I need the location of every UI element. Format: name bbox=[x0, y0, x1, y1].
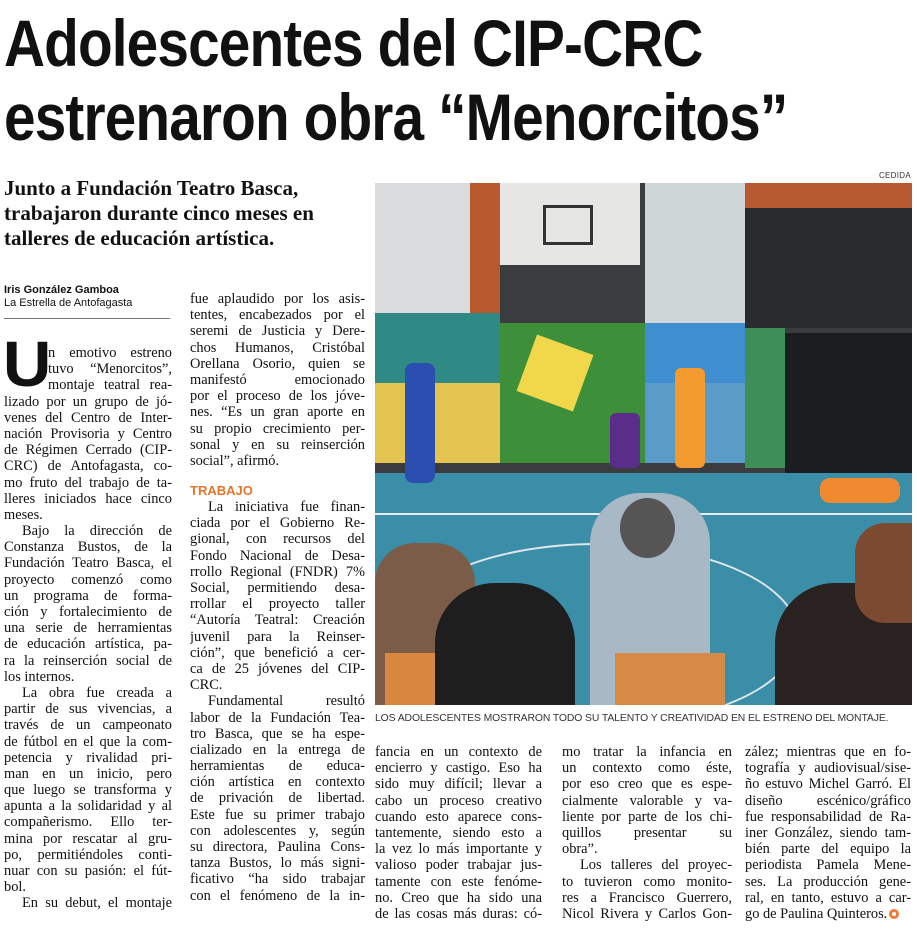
line-text: Fondo Nacional de Desa- bbox=[190, 547, 365, 564]
line-text: con adolescentes y, según bbox=[190, 822, 365, 839]
article-column-5 bbox=[745, 744, 911, 922]
line-text: tuvo “Menorcitos”, bbox=[48, 361, 172, 378]
article-text-line bbox=[190, 790, 365, 806]
outlet-name: La Estrella de Antofagasta bbox=[4, 297, 133, 309]
photo-caption: LOS ADOLESCENTES MOSTRARON TODO SU TALENTO Y CREATIVIDAD EN EL ESTRENO DEL MONTAJE. bbox=[375, 713, 889, 724]
byline bbox=[4, 284, 170, 310]
line-text: cializado en la entrega de bbox=[190, 741, 365, 758]
article-text-line bbox=[190, 855, 365, 871]
line-text: por eso creo que es espe- bbox=[562, 776, 732, 793]
headline-line-1: Adolescentes del CIP-CRC bbox=[4, 6, 703, 80]
article-text-line bbox=[190, 515, 365, 531]
article-text-line bbox=[4, 734, 172, 750]
line-text: la vez lo más importante y bbox=[375, 841, 542, 858]
line-text: nes. “Es un gran aporte en bbox=[190, 404, 365, 421]
article-text-line bbox=[190, 499, 365, 515]
article-column-2 bbox=[190, 291, 365, 904]
article-text-line bbox=[190, 548, 365, 564]
headline-line-2: estrenaron obra “Menorcitos” bbox=[4, 80, 788, 154]
line-text: nación Provisoria y Centro bbox=[4, 425, 172, 442]
line-text: Social, permitiendo desa- bbox=[190, 580, 365, 596]
article-text-line bbox=[4, 361, 172, 377]
article-photo bbox=[375, 183, 912, 705]
line-text: quillos presentar su bbox=[562, 824, 732, 841]
line-text: ficativo “ha sido trabajar bbox=[190, 871, 365, 888]
line-text: tentes, encabezados por el bbox=[190, 307, 365, 324]
article-text-line bbox=[190, 323, 365, 339]
article-text-line bbox=[190, 437, 365, 453]
article-text-line bbox=[745, 906, 911, 922]
line-text: juvenil para la Reinser- bbox=[190, 628, 365, 645]
article-text-line bbox=[190, 388, 365, 404]
article-column-4 bbox=[562, 744, 732, 922]
line-text: La iniciativa fue finan- bbox=[208, 499, 365, 516]
article-text-line bbox=[190, 839, 365, 855]
line-text: go de Paulina Quinteros. bbox=[745, 905, 888, 922]
line-text: fancia en un contexto de bbox=[375, 744, 542, 760]
article-text-line bbox=[4, 523, 172, 539]
article-text-line bbox=[190, 823, 365, 839]
line-text: Bajo la dirección de bbox=[22, 523, 172, 540]
article-text-line bbox=[745, 809, 911, 825]
article-text-line bbox=[190, 661, 365, 677]
line-text: ses. La producción gene- bbox=[745, 873, 911, 890]
article-column-1 bbox=[4, 345, 172, 912]
article-text-line bbox=[4, 669, 172, 685]
line-text: CRC. bbox=[190, 677, 223, 694]
line-text: CRC) de Antofagasta, co- bbox=[4, 458, 172, 475]
article-text-line bbox=[4, 701, 172, 717]
line-text: res a Francisco Guerrero, bbox=[562, 889, 732, 906]
article-text-line bbox=[4, 879, 172, 895]
section-subhead: TRABAJO bbox=[190, 483, 253, 499]
article-text-line bbox=[190, 307, 365, 323]
article-text-line bbox=[4, 394, 172, 410]
line-text: de privación de libertad. bbox=[190, 790, 365, 807]
line-text: mo tratar la infancia en bbox=[562, 744, 732, 760]
line-text: ción”, que benefició a cer- bbox=[190, 644, 365, 661]
line-text: n emotivo estreno bbox=[48, 345, 172, 361]
article-text-line bbox=[745, 874, 911, 890]
line-text: Constanza Bustos, de la bbox=[4, 539, 172, 556]
line-text: gional, con recursos del bbox=[190, 531, 365, 548]
article-text-line bbox=[190, 404, 365, 420]
line-text: fue responsabilidad de Ra- bbox=[745, 808, 911, 825]
article-text-line bbox=[745, 760, 911, 776]
article-text-line bbox=[4, 653, 172, 669]
article-text-line bbox=[4, 895, 172, 911]
article-text-line bbox=[190, 726, 365, 742]
article-text-line bbox=[745, 744, 911, 760]
line-text: de las cosas más duras: có- bbox=[375, 905, 542, 922]
article-text-line bbox=[190, 888, 365, 904]
article-text-line bbox=[745, 793, 911, 809]
article-text-line bbox=[375, 744, 542, 760]
line-text: rrollo Regional (FNDR) 7% bbox=[190, 563, 365, 580]
line-text: encierro y castigo. Eso ha bbox=[375, 760, 542, 777]
line-text: que luego se transforma y bbox=[4, 782, 172, 799]
line-text: obra”. bbox=[562, 841, 598, 858]
article-text-line bbox=[4, 588, 172, 604]
line-text: su propio crecimiento per- bbox=[190, 420, 365, 437]
article-text-line bbox=[4, 410, 172, 426]
line-text: tro Basca, que se ha espe- bbox=[190, 725, 365, 742]
article-text-line bbox=[4, 717, 172, 733]
article-text-line bbox=[562, 890, 732, 906]
article-text-line bbox=[375, 760, 542, 776]
article-column-3 bbox=[375, 744, 542, 922]
article-text-line bbox=[4, 345, 172, 361]
article-text-line bbox=[190, 340, 365, 356]
line-text: tografía y audiovisual/sise- bbox=[745, 760, 911, 777]
article-text-line bbox=[190, 453, 365, 469]
line-text: de Régimen Cerrado (CIP- bbox=[4, 442, 172, 459]
article-text-line bbox=[375, 841, 542, 857]
article-text-line bbox=[4, 636, 172, 652]
article-text-line bbox=[190, 807, 365, 823]
line-text: liente por parte de los chi- bbox=[562, 808, 732, 825]
line-text: apunta a la solidaridad y al bbox=[4, 798, 172, 815]
line-text: social”, afirmó. bbox=[190, 452, 280, 469]
line-text: tanza Bustos, lo más signi- bbox=[190, 855, 365, 872]
article-text-line bbox=[562, 825, 732, 841]
article-text-line bbox=[4, 847, 172, 863]
line-text: po, permitiéndoles conti- bbox=[4, 846, 172, 863]
article-text-line bbox=[375, 874, 542, 890]
article-text-line bbox=[190, 531, 365, 547]
line-text: zález; mientras que en fo- bbox=[745, 744, 911, 760]
line-text: montaje teatral rea- bbox=[48, 377, 172, 394]
article-text-line bbox=[4, 685, 172, 701]
line-text: petencia y rivalidad pri- bbox=[4, 749, 172, 766]
line-text: de fútbol en el que la com- bbox=[4, 733, 172, 750]
line-text: to tuvieron como monito- bbox=[562, 873, 732, 890]
article-text-line bbox=[562, 760, 732, 776]
article-text-line bbox=[375, 857, 542, 873]
line-text: La obra fue creada a bbox=[22, 684, 172, 701]
article-text-line bbox=[562, 744, 732, 760]
line-text: Este fue su primer trabajo bbox=[190, 806, 365, 823]
drop-cap: U bbox=[2, 328, 52, 400]
line-text: no. Creo que ha sido una bbox=[375, 889, 542, 906]
article-text-line bbox=[190, 677, 365, 693]
article-text-line bbox=[190, 645, 365, 661]
line-text: nuar con su pasión: el fút- bbox=[4, 863, 172, 879]
line-text: iner González, siendo tam- bbox=[745, 824, 911, 841]
line-text: con el fenómeno de la in- bbox=[190, 887, 365, 904]
article-text-line bbox=[4, 377, 172, 393]
line-text: sido muy difícil; llevar a bbox=[375, 776, 542, 793]
article-text-line bbox=[562, 857, 732, 873]
article-text-line bbox=[190, 693, 365, 709]
article-text-line bbox=[4, 798, 172, 814]
line-text: ciada por el Gobierno Re- bbox=[190, 515, 365, 532]
line-text: bién parte del equipo la bbox=[745, 841, 911, 858]
line-text: ción artística en contexto bbox=[190, 774, 365, 791]
line-text: mo fruto del trabajo de ta- bbox=[4, 474, 172, 491]
line-text: lizado por un grupo de jó- bbox=[4, 393, 172, 410]
line-text: venes del Centro de Inter- bbox=[4, 409, 172, 426]
line-text: fue aplaudido por los asis- bbox=[190, 291, 365, 307]
deck-line: talleres de educación artística. bbox=[4, 226, 275, 250]
article-text-line bbox=[4, 620, 172, 636]
deck-subtitle bbox=[4, 176, 314, 251]
line-text: de educación artística, pa- bbox=[4, 636, 172, 653]
line-text: Fundación Teatro Basca, el bbox=[4, 555, 172, 572]
line-text: partir de sus vivencias, a bbox=[4, 701, 172, 718]
line-text: un programa de forma- bbox=[4, 587, 172, 604]
article-text-line bbox=[745, 841, 911, 857]
article-text-line bbox=[190, 742, 365, 758]
article-text-line bbox=[4, 458, 172, 474]
line-text: tantemente, siendo esto a bbox=[375, 824, 542, 841]
article-text-line bbox=[4, 604, 172, 620]
article-text-line bbox=[190, 612, 365, 628]
article-text-line bbox=[190, 710, 365, 726]
article-text-line bbox=[190, 629, 365, 645]
photo-credit: CEDIDA bbox=[878, 171, 911, 180]
line-text: los internos. bbox=[4, 668, 75, 685]
article-text-line bbox=[190, 774, 365, 790]
line-text: compañerismo. Ello ter- bbox=[4, 814, 172, 831]
line-text: labor de la Fundación Tea- bbox=[190, 709, 365, 726]
line-text: meses. bbox=[4, 506, 43, 523]
article-text-line bbox=[375, 906, 542, 922]
line-text: lleres iniciados hace cinco bbox=[4, 490, 172, 507]
line-text: diseño escénico/gráfico bbox=[745, 792, 911, 809]
line-text: bol. bbox=[4, 879, 26, 896]
line-text: mina por rescatar al gru- bbox=[4, 830, 172, 847]
article-text-line bbox=[4, 814, 172, 830]
deck-line: trabajaron durante cinco meses en bbox=[4, 201, 314, 225]
article-text-line bbox=[4, 766, 172, 782]
line-text: herramientas de educa- bbox=[190, 758, 365, 775]
line-text: por el proceso de los jóve- bbox=[190, 388, 365, 405]
article-text-line bbox=[375, 825, 542, 841]
article-text-line bbox=[190, 580, 365, 596]
article-text-line bbox=[562, 874, 732, 890]
line-text: Fundamental resultó bbox=[208, 693, 365, 710]
line-text: tamente con este fenóme- bbox=[375, 873, 542, 890]
article-text-line bbox=[375, 793, 542, 809]
article-text-line bbox=[375, 890, 542, 906]
article-text-line bbox=[745, 890, 911, 906]
article-text-line bbox=[4, 863, 172, 879]
line-text: “Autoría Teatral: Creación bbox=[190, 612, 365, 629]
line-text: seremi de Justicia y Dere- bbox=[190, 323, 365, 340]
line-text: cabo un proceso creativo bbox=[375, 792, 542, 809]
article-text-line bbox=[190, 372, 365, 388]
article-text-line bbox=[4, 572, 172, 588]
article-text-line bbox=[4, 442, 172, 458]
article-text-line bbox=[190, 871, 365, 887]
article-text-line bbox=[4, 426, 172, 442]
line-text: través de un campeonato bbox=[4, 717, 172, 734]
line-text: una serie de herramientas bbox=[4, 620, 172, 637]
article-text-line bbox=[562, 906, 732, 922]
line-text: proyecto comenzó como bbox=[4, 571, 172, 588]
end-of-article-icon bbox=[889, 909, 899, 919]
line-text: ra la reinserción social de bbox=[4, 652, 172, 669]
article-text-line bbox=[190, 596, 365, 612]
article-text-line bbox=[4, 507, 172, 523]
line-text: sonal y en su reinserción bbox=[190, 436, 365, 453]
article-text-line bbox=[190, 291, 365, 307]
article-text-line bbox=[4, 491, 172, 507]
line-text: ción y fortalecimiento de bbox=[4, 604, 172, 620]
article-text-line bbox=[190, 758, 365, 774]
article-text-line bbox=[4, 475, 172, 491]
line-text: manifestó emocionado bbox=[190, 371, 365, 388]
author-name: Iris González Gamboa bbox=[4, 284, 119, 296]
line-text: Nicol Rivera y Carlos Gon- bbox=[562, 905, 732, 922]
line-text: valioso poder trabajar jus- bbox=[375, 857, 542, 874]
article-text-line bbox=[745, 825, 911, 841]
article-text-line bbox=[562, 809, 732, 825]
deck-line: Junto a Fundación Teatro Basca, bbox=[4, 176, 299, 200]
line-text: su directora, Paulina Cons- bbox=[190, 839, 365, 855]
line-text: ral, en tanto, estuvo a car- bbox=[745, 889, 911, 906]
article-text-line bbox=[4, 555, 172, 571]
line-text: cuando esto aparece cons- bbox=[375, 808, 542, 825]
line-text: Los talleres del proyec- bbox=[580, 857, 732, 874]
line-text: rrollar el proyecto taller bbox=[190, 596, 365, 613]
line-text: ca de 25 jóvenes del CIP- bbox=[190, 660, 365, 677]
article-text-line bbox=[562, 776, 732, 792]
article-text-line bbox=[4, 782, 172, 798]
article-text-line bbox=[190, 564, 365, 580]
byline-divider bbox=[4, 318, 170, 319]
line-text: En su debut, el montaje bbox=[22, 895, 172, 912]
article-text-line bbox=[375, 809, 542, 825]
line-text: cialmente valorable y va- bbox=[562, 792, 732, 809]
article-text-line bbox=[745, 857, 911, 873]
article-text-line bbox=[4, 750, 172, 766]
article-text-line bbox=[4, 539, 172, 555]
article-text-line bbox=[562, 841, 732, 857]
article-text-line bbox=[190, 356, 365, 372]
line-text: periodista Pamela Mene- bbox=[745, 857, 911, 874]
article-text-line bbox=[190, 421, 365, 437]
line-text: un contexto como éste, bbox=[562, 760, 732, 777]
article-text-line bbox=[562, 793, 732, 809]
line-text: Orellana Osorio, quien se bbox=[190, 355, 365, 372]
article-text-line bbox=[4, 831, 172, 847]
line-text: chos Humanos, Cristóbal bbox=[190, 339, 365, 356]
article-text-line bbox=[375, 776, 542, 792]
line-text: ño estuvo Michel Garró. El bbox=[745, 776, 911, 793]
line-text: man en un inicio, pero bbox=[4, 765, 172, 782]
article-text-line bbox=[745, 776, 911, 792]
